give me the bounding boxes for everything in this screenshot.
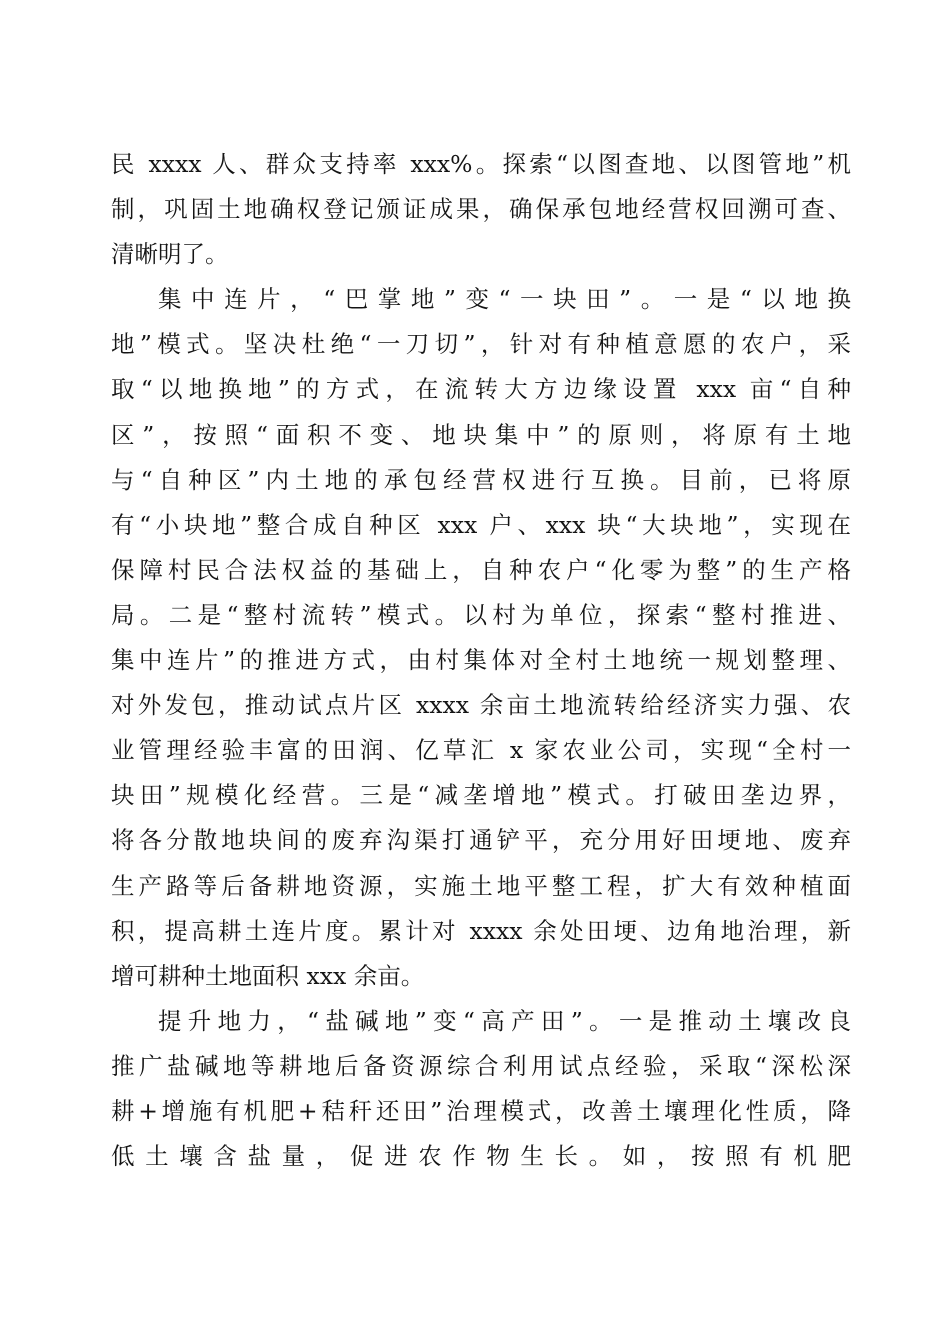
paragraph-heading-line: 提升地力，“盐碱地”变“高产田”。一是推动土壤改良 [158,1006,851,1035]
text-line: 取“以地换地”的方式，在流转大方边缘设置 xxx 亩“自种 [111,375,851,404]
paragraph-heading-line: 集中连片，“巴掌地”变“一块田”。一是“以地换 [158,285,851,314]
text-line: 区”，按照“面积不变、地块集中”的原则，将原有土地 [111,420,851,449]
text-line: 与“自种区”内土地的承包经营权进行互换。目前，已将原 [111,465,851,494]
text-line: 耕+增施有机肥+秸秆还田”治理模式，改善土壤理化性质，降 [111,1096,851,1125]
text-line: 民 xxxx 人、群众支持率 xxx%。探索“以图查地、以图管地”机 [111,150,851,178]
text-line: 制，巩固土地确权登记颁证成果，确保承包地经营权回溯可查、 [111,195,851,224]
text-line: 集中连片”的推进方式，由村集体对全村土地统一规划整理、 [111,646,851,675]
text-line: 生产路等后备耕地资源，实施土地平整工程，扩大有效种植面 [111,871,851,900]
text-line: 业管理经验丰富的田润、亿草汇 x 家农业公司，实现“全村一 [111,736,851,765]
text-line: 地”模式。坚决杜绝“一刀切”，针对有种植意愿的农户，采 [111,330,851,359]
text-line: 有“小块地”整合成自种区 xxx 户、xxx 块“大块地”，实现在 [111,510,851,539]
text-line: 将各分散地块间的废弃沟渠打通铲平，充分用好田埂地、废弃 [111,826,851,855]
text-line: 对外发包，推动试点片区 xxxx 余亩土地流转给经济实力强、农 [111,691,851,720]
document-body [111,142,851,1179]
text-line: 积，提高耕土连片度。累计对 xxxx 余处田埂、边角地治理，新 [111,916,851,945]
text-line: 局。二是“整村流转”模式。以村为单位，探索“整村推进、 [111,600,851,629]
text-line: 块田”规模化经营。三是“减垄增地”模式。打破田垄边界， [111,781,851,810]
text-line: 清晰明了。 [111,240,229,269]
text-line: 保障村民合法权益的基础上，自种农户“化零为整”的生产格 [111,555,851,584]
text-line: 低土壤含盐量，促进农作物生长。如，按照有机肥 [111,1142,851,1171]
text-line: 推广盐碱地等耕地后备资源综合利用试点经验，采取“深松深 [111,1051,851,1080]
text-line: 增可耕种土地面积 xxx 余亩。 [111,961,425,990]
